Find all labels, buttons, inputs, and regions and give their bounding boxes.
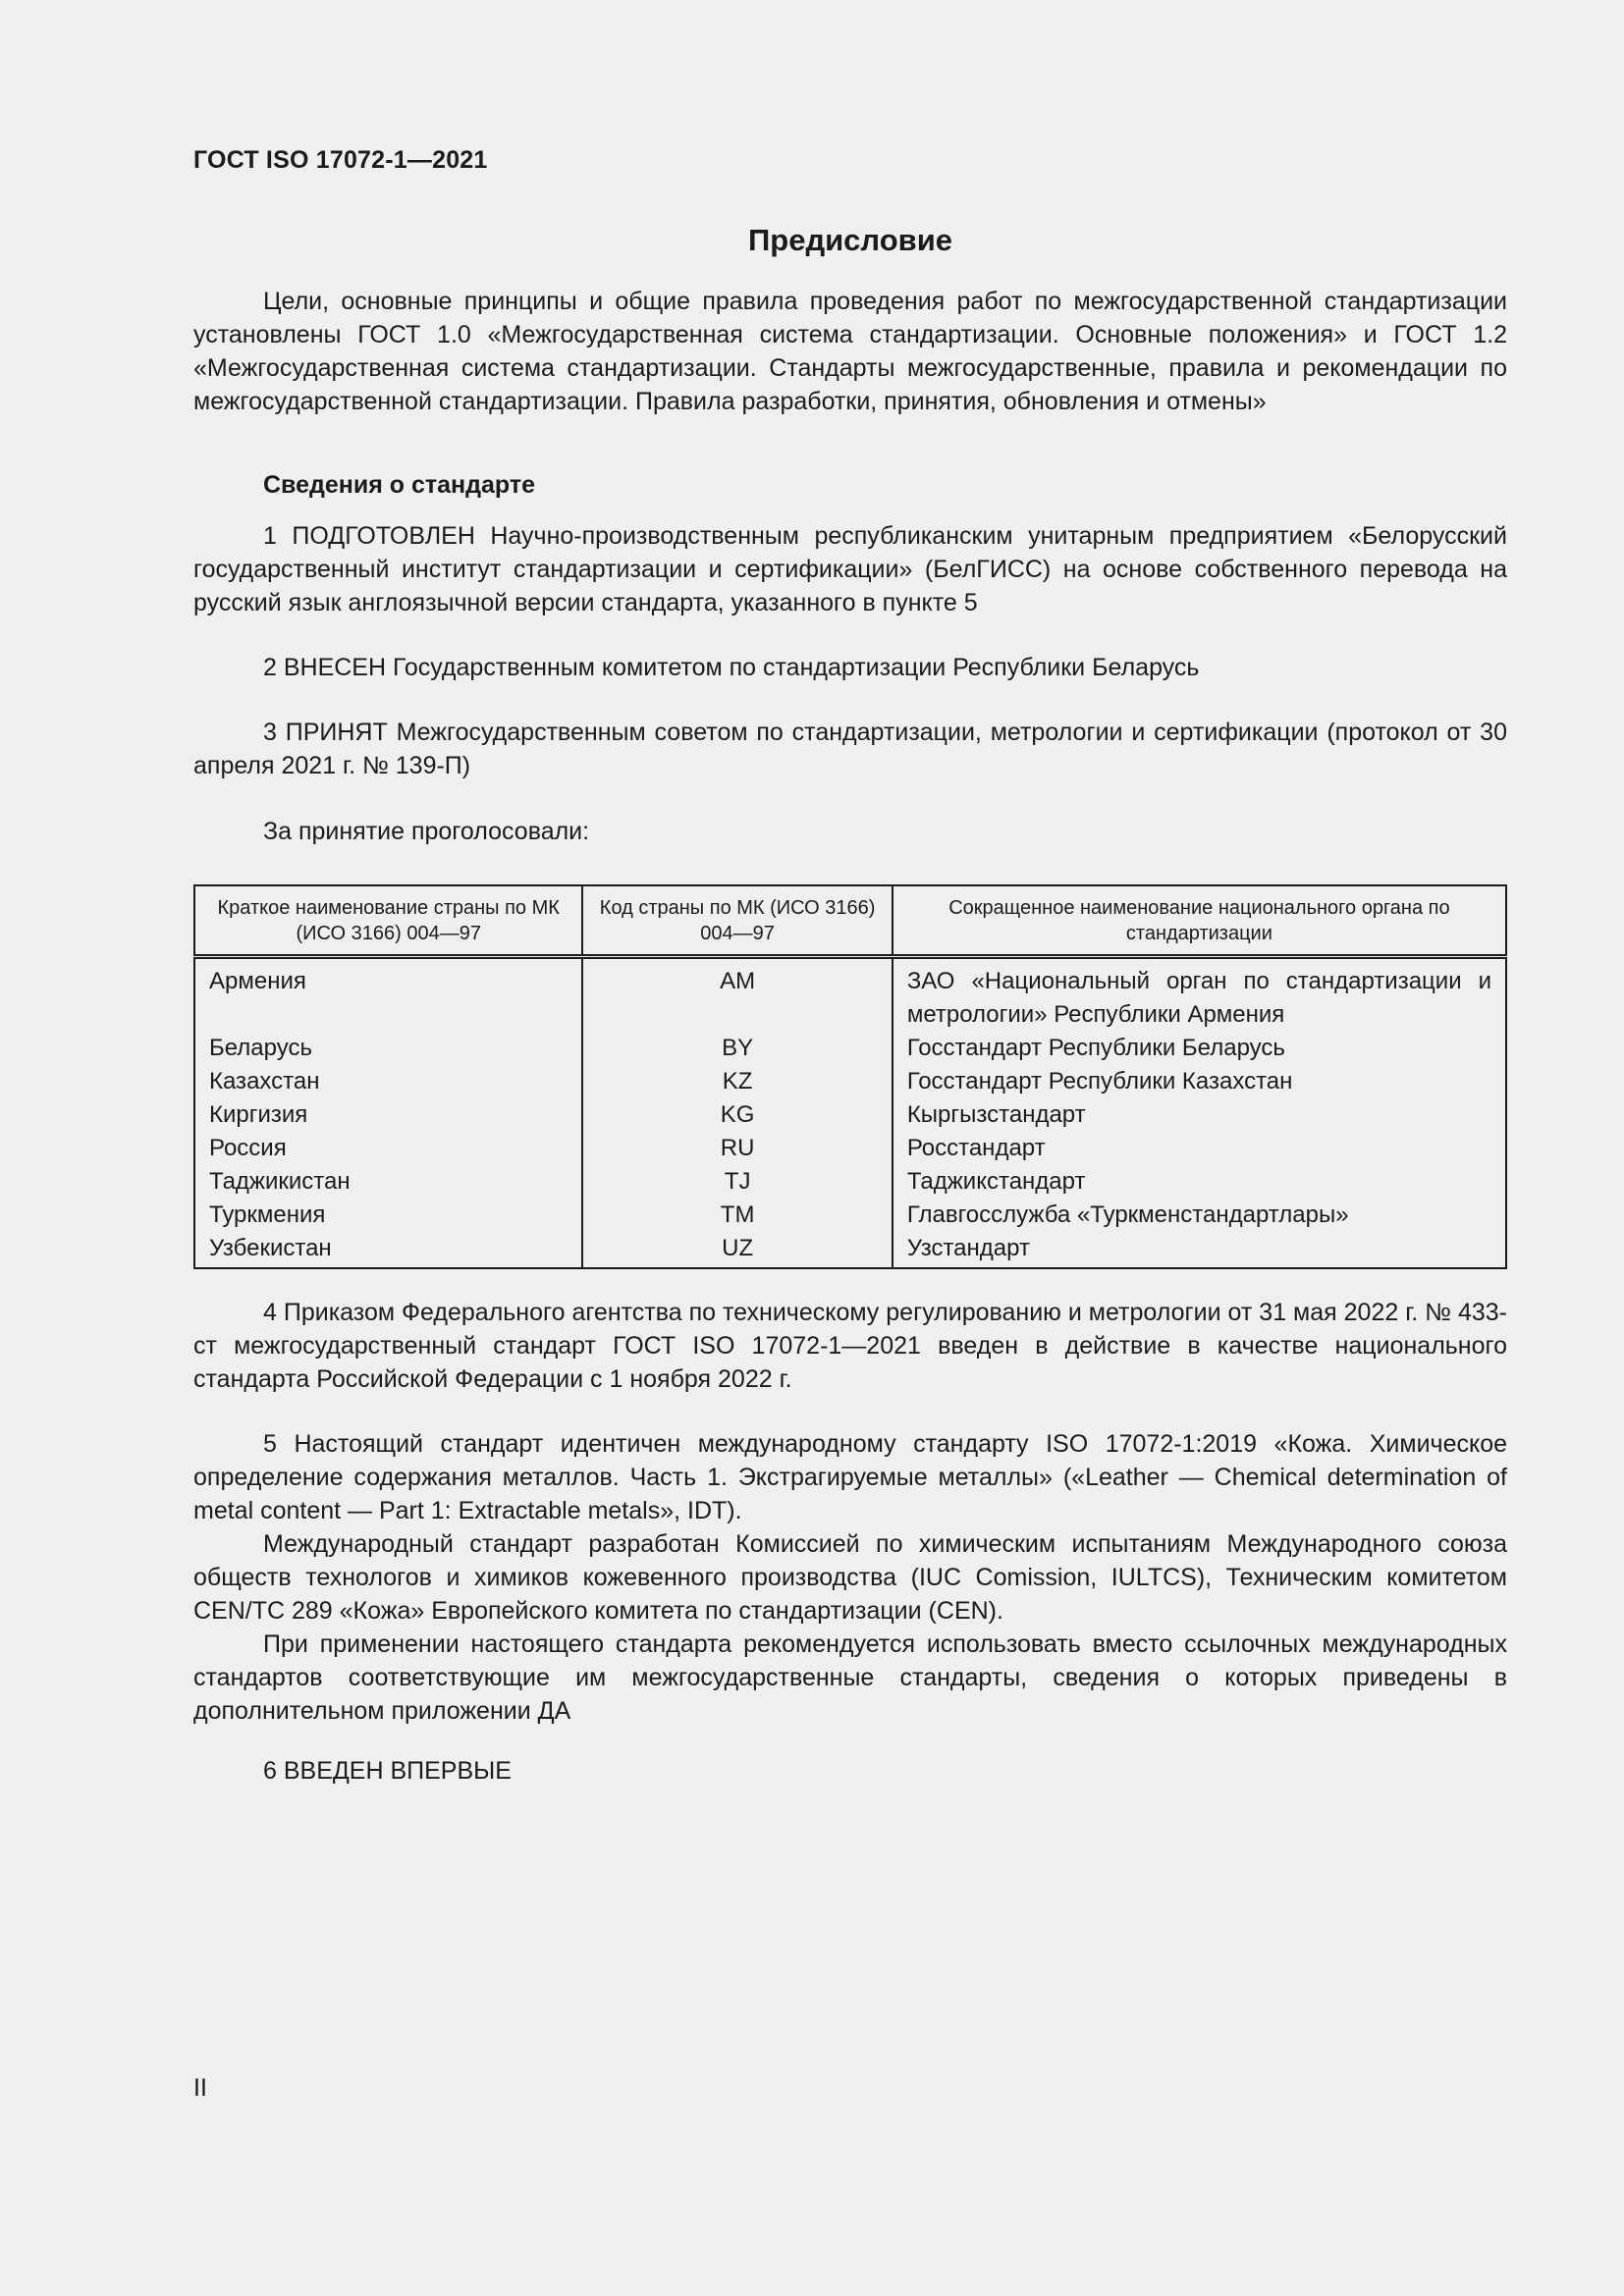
table-row [194, 1065, 1506, 1098]
voting-countries-table [193, 884, 1507, 1269]
code-cell: UZ [582, 1232, 892, 1268]
voted-block [193, 815, 1507, 848]
document-page [193, 0, 1507, 2296]
standard-code-header: ГОСТ ISO 17072-1—2021 [193, 146, 488, 174]
country-cell: Узбекистан [194, 1232, 582, 1268]
code-cell: BY [582, 1032, 892, 1065]
table-row [194, 1098, 1506, 1132]
table-row [194, 1199, 1506, 1232]
item-first: 6 ВВЕДЕН ВПЕРВЫЕ [263, 1757, 512, 1785]
table-row [194, 957, 1506, 1033]
intro-paragraph: Цели, основные принципы и общие правила проведения работ по межгосударственной стандартизации установлены ГОСТ 1.0 «Межгосударственная система стандартизации. Основные положения» и ГОСТ 1.2 «Межгосударственная система стандартизации. Стандарты межгосударственные, правила и рекомендации по межгосударственной стандартизации. Правила разработки, принятия, обновления и отмены» [193, 288, 1507, 415]
org-cell: Главгосслужба «Туркменстандартлары» [893, 1199, 1506, 1232]
org-cell: Росстандарт [893, 1132, 1506, 1165]
item-submitted: 2 ВНЕСЕН Государственным комитетом по стандартизации Республики Беларусь [263, 654, 1200, 681]
item-order: 4 Приказом Федерального агентства по техническому регулированию и метрологии от 31 мая 2022 г. № 433-ст межгосударственный стандарт ГОСТ ISO 17072-1—2021 введен в действие в качестве национального стандарта Российской Федерации с 1 ноября 2022 г. [193, 1299, 1507, 1393]
item-adopted: 3 ПРИНЯТ Межгосударственным советом по стандартизации, метрологии и сертификации (протокол от 30 апреля 2021 г. № 139-П) [193, 719, 1507, 779]
item-1-block [193, 519, 1507, 619]
page-number: II [193, 2074, 207, 2102]
table-row [194, 1132, 1506, 1165]
org-cell: Кыргызстандарт [893, 1098, 1506, 1132]
org-cell: Таджикстандарт [893, 1165, 1506, 1199]
country-cell: Армения [194, 957, 582, 1033]
country-cell: Казахстан [194, 1065, 582, 1098]
country-cell: Таджикистан [194, 1165, 582, 1199]
table-row [194, 1232, 1506, 1268]
table-header-row [194, 885, 1506, 957]
item-2-block [193, 651, 1507, 684]
org-cell: ЗАО «Национальный орган по стандартизации и метрологии» Республики Армения [893, 957, 1506, 1033]
header-country-code: Код страны по МК (ИСО 3166) 004—97 [582, 885, 892, 957]
country-cell: Россия [194, 1132, 582, 1165]
intro-paragraph-block [193, 285, 1507, 418]
item-identical: 5 Настоящий стандарт идентичен международному стандарту ISO 17072-1:2019 «Кожа. Химическое определение содержания металлов. Часть 1. Экстрагируемые металлы» («Leather — Chemical determination of metal content — Part 1: Extractable metals», IDT). [193, 1430, 1507, 1524]
table-row [194, 1032, 1506, 1065]
voted-label: За принятие проголосовали: [263, 818, 590, 845]
country-cell: Киргизия [194, 1098, 582, 1132]
standard-info-heading: Сведения о стандарте [263, 471, 536, 499]
code-cell: RU [582, 1132, 892, 1165]
code-cell: TM [582, 1199, 892, 1232]
org-cell: Госстандарт Республики Казахстан [893, 1065, 1506, 1098]
item-developed: Международный стандарт разработан Комиссией по химическим испытаниям Международного союза обществ технологов и химиков кожевенного производства (IUC Comission, IULTCS), Техническим комитетом CEN/TC 289 «Кожа» Европейского комитета по стандартизации (CEN). [193, 1530, 1507, 1625]
org-cell: Узстандарт [893, 1232, 1506, 1268]
item-6-block [193, 1754, 1507, 1788]
table-row [194, 1165, 1506, 1199]
page-title: Предисловие [747, 223, 952, 257]
code-cell: KG [582, 1098, 892, 1132]
country-cell: Беларусь [194, 1032, 582, 1065]
item-4-block [193, 1296, 1507, 1396]
item-5-block [193, 1427, 1507, 1728]
header-country-name: Краткое наименование страны по МК (ИСО 3166) 004—97 [194, 885, 582, 957]
country-cell: Туркмения [194, 1199, 582, 1232]
code-cell: TJ [582, 1165, 892, 1199]
item-prepared: 1 ПОДГОТОВЛЕН Научно-производственным республиканским унитарным предприятием «Белорусский государственный институт стандартизации и сертификации» (БелГИСС) на основе собственного перевода на русский язык англоязычной версии стандарта, указанного в пункте 5 [193, 522, 1507, 616]
code-cell: AM [582, 957, 892, 1033]
item-applying: При применении настоящего стандарта рекомендуется использовать вместо ссылочных международных стандартов соответствующие им межгосударственные стандарты, сведения о которых приведены в дополнительном приложении ДА [193, 1630, 1507, 1725]
item-3-block [193, 716, 1507, 782]
org-cell: Госстандарт Республики Беларусь [893, 1032, 1506, 1065]
code-cell: KZ [582, 1065, 892, 1098]
header-national-body: Сокращенное наименование национального органа по стандартизации [893, 885, 1506, 957]
